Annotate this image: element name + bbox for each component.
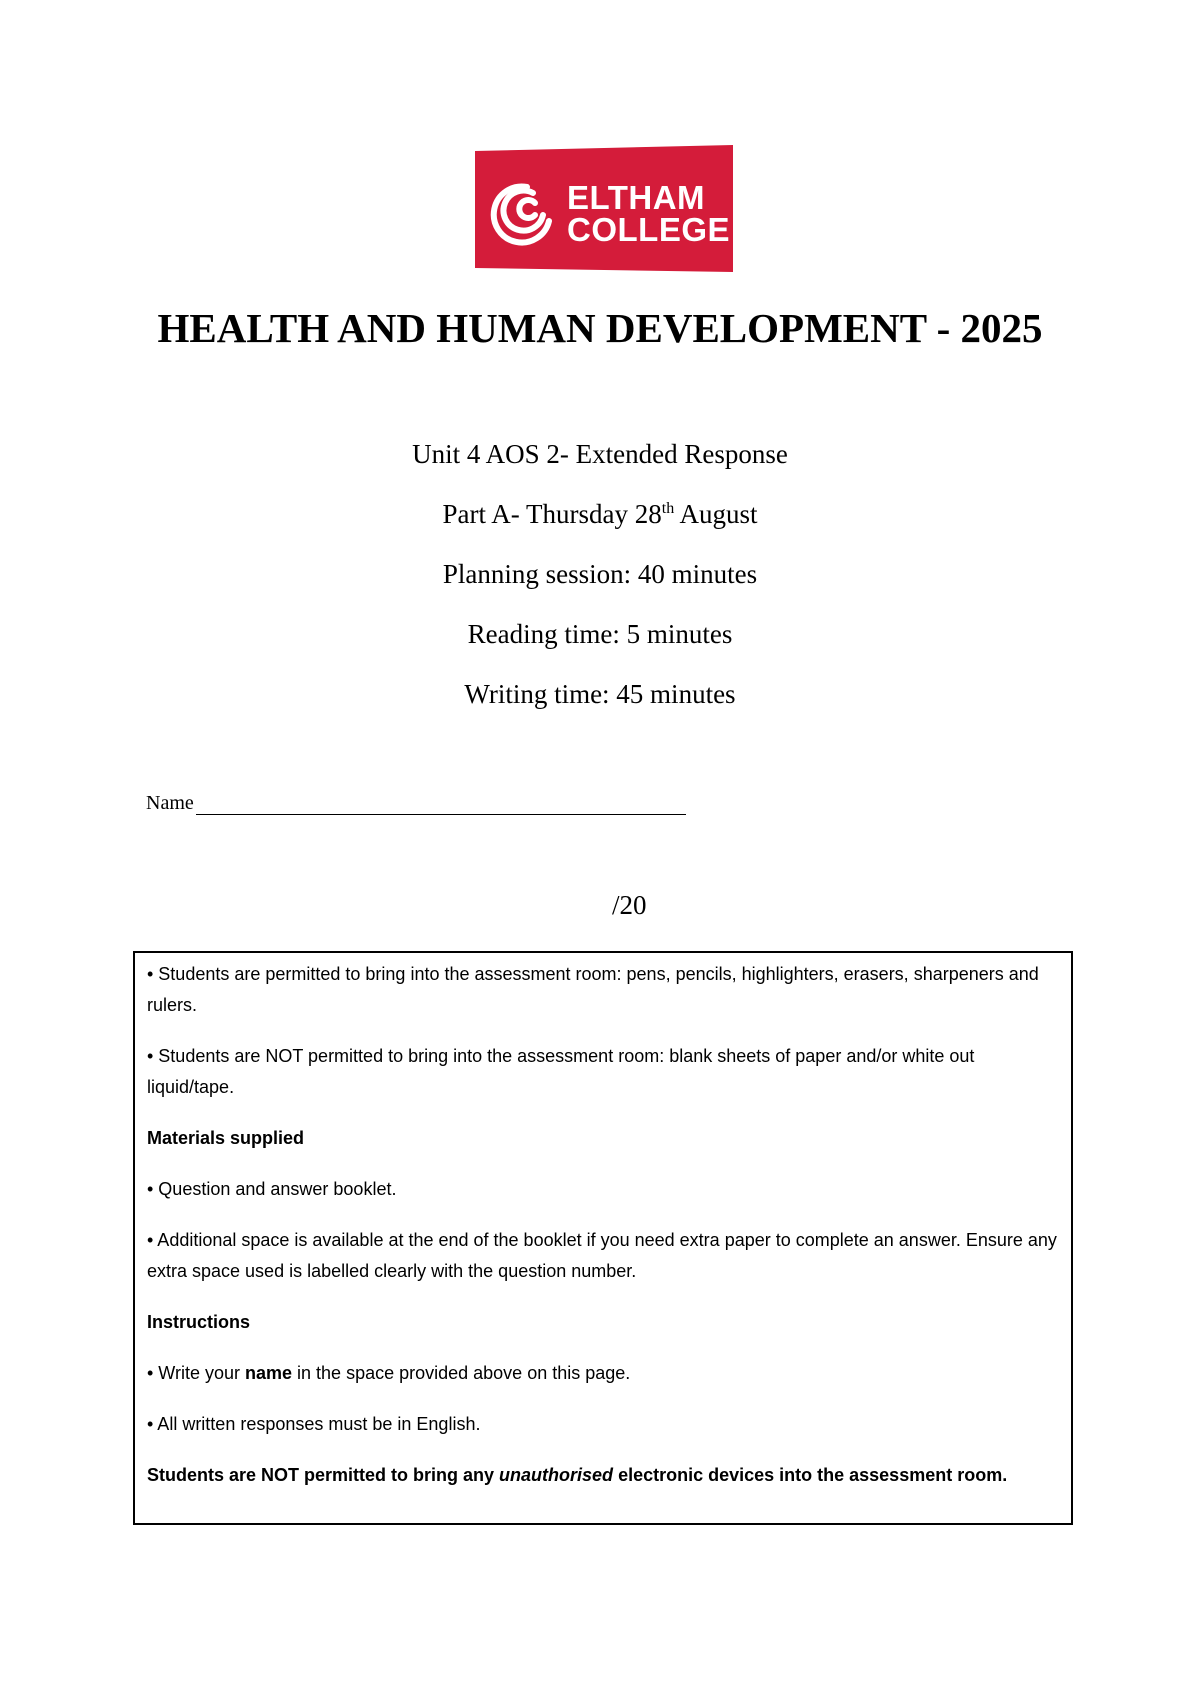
document-title: HEALTH AND HUMAN DEVELOPMENT - 2025 bbox=[157, 305, 1043, 351]
instructions-box bbox=[133, 951, 1073, 1525]
additional-space-item: • Additional space is available at the end of the booklet if you need extra paper to complete an answer. Ensure any extra space used is labelled clearly with the question number. bbox=[147, 1230, 1057, 1281]
devices-pre: Students are NOT permitted to bring any bbox=[147, 1465, 500, 1485]
writing-time: Writing time: 45 minutes bbox=[464, 679, 736, 709]
name-label: Name bbox=[146, 792, 194, 814]
logo-line-eltham: ELTHAM bbox=[567, 179, 706, 216]
booklet-item: • Question and answer booklet. bbox=[147, 1179, 397, 1199]
eltham-college-logo bbox=[475, 145, 733, 272]
score-total: /20 bbox=[612, 890, 647, 920]
write-name-pre: • Write your bbox=[147, 1363, 245, 1383]
devices-italic: unauthorised bbox=[499, 1465, 614, 1485]
logo-line-college: COLLEGE bbox=[567, 211, 731, 248]
reading-time: Reading time: 5 minutes bbox=[467, 619, 733, 649]
write-name-bold: name bbox=[245, 1363, 293, 1383]
unit-subtitle: Unit 4 AOS 2- Extended Response bbox=[412, 439, 788, 469]
name-field[interactable] bbox=[146, 792, 686, 815]
part-date-month: August bbox=[674, 499, 758, 529]
materials-heading: Materials supplied bbox=[147, 1128, 305, 1148]
permitted-items: • Students are permitted to bring into the assessment room: pens, pencils, highlighters, erasers, sharpeners and rulers. bbox=[147, 964, 1039, 1015]
planning-session: Planning session: 40 minutes bbox=[442, 559, 758, 589]
part-date-prefix: Part A- Thursday 28 bbox=[442, 499, 662, 529]
instructions-heading: Instructions bbox=[147, 1312, 251, 1332]
devices-warning bbox=[147, 1460, 1057, 1491]
part-date bbox=[100, 498, 1100, 530]
devices-post: electronic devices into the assessment room. bbox=[613, 1465, 1008, 1485]
write-name-post: in the space provided above on this page. bbox=[292, 1363, 631, 1383]
name-line[interactable] bbox=[196, 794, 686, 815]
write-name-item bbox=[147, 1358, 1057, 1389]
not-permitted-items: • Students are NOT permitted to bring into the assessment room: blank sheets of paper and/or white out liquid/tape. bbox=[147, 1046, 975, 1097]
english-item: • All written responses must be in English. bbox=[147, 1414, 481, 1434]
part-date-suffix: th bbox=[661, 500, 675, 517]
